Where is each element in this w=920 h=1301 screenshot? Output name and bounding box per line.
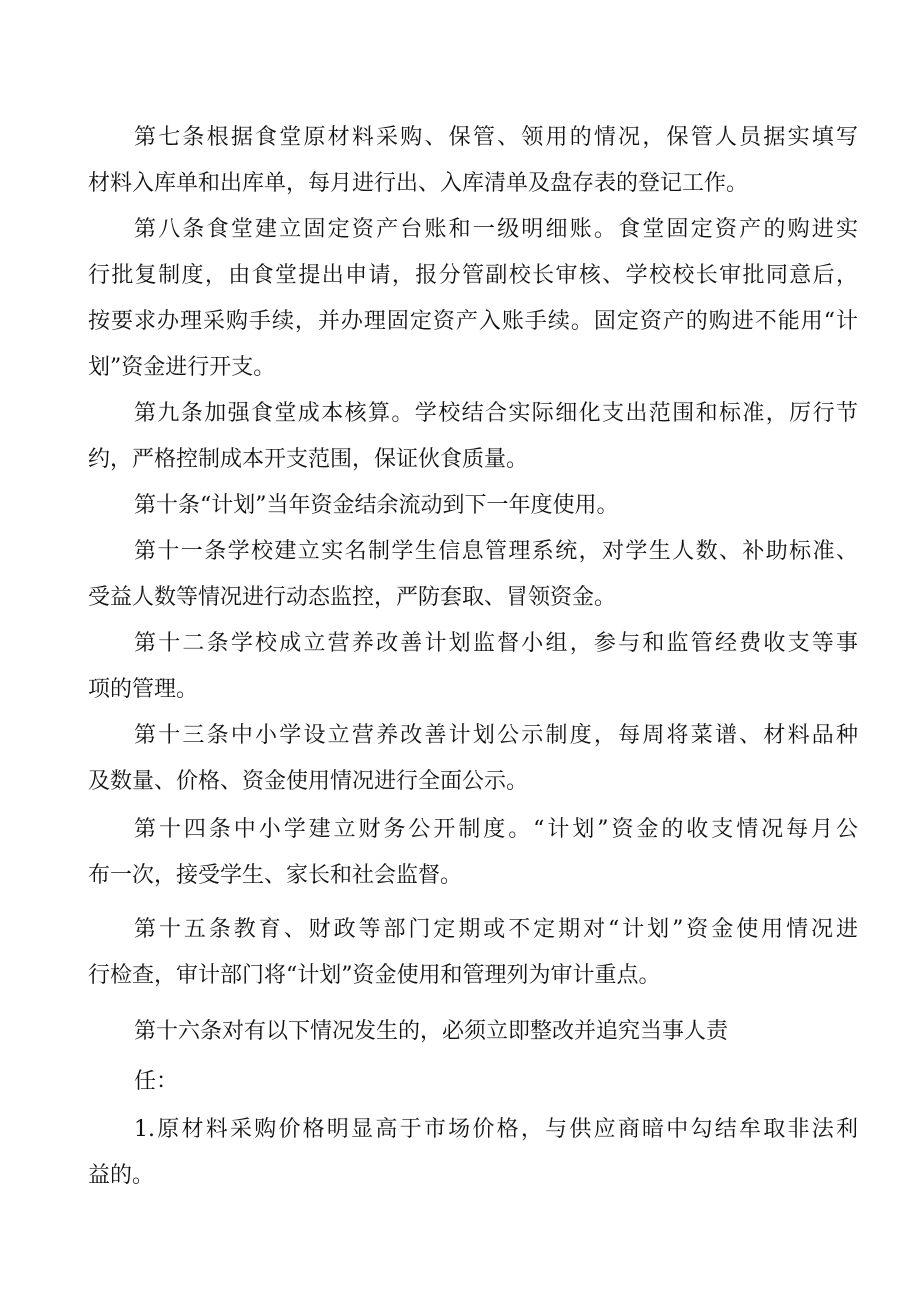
- article-10-line-1: 第十条“计划”当年资金结余流动到下一年度使用。: [134, 493, 619, 518]
- article-12-line-2: 项的管理。: [88, 677, 199, 702]
- article-11-line-2: 受益人数等情况进行动态监控，严防套取、冒领资金。: [88, 585, 617, 610]
- item-1-line-2: 益的。: [88, 1163, 155, 1188]
- article-9-line-2: 约，严格控制成本开支范围，保证伙食质量。: [88, 447, 529, 472]
- article-8-line-4: 划”资金进行开支。: [88, 355, 276, 380]
- article-8-line-3: 按要求办理采购手续，并办理固定资产入账手续。固定资产的购进不能用“计: [88, 309, 858, 334]
- article-13-line-2: 及数量、价格、资金使用情况进行全面公示。: [88, 769, 529, 794]
- article-16-line-1: 第十六条对有以下情况发生的，必须立即整改并追究当事人责: [134, 1019, 729, 1044]
- article-7-line-2: 材料入库单和出库单，每月进行出、入库清单及盘存表的登记工作。: [88, 171, 749, 196]
- article-8-line-2: 行批复制度，由食堂提出申请，报分管副校长审核、学校校长审批同意后，: [88, 263, 858, 288]
- item-1-line-1: 1.原材料采购价格明显高于市场价格，与供应商暗中勾结牟取非法利: [134, 1117, 858, 1142]
- article-16-line-2: 任：: [134, 1069, 179, 1094]
- article-11-line-1: 第十一条学校建立实名制学生信息管理系统，对学生人数、补助标准、: [134, 539, 858, 564]
- article-14-line-2: 布一次，接受学生、家长和社会监督。: [88, 863, 463, 888]
- article-15-line-1: 第十五条教育、财政等部门定期或不定期对“计划”资金使用情况进: [134, 917, 858, 942]
- article-8-line-1: 第八条食堂建立固定资产台账和一级明细账。食堂固定资产的购进实: [134, 217, 858, 242]
- article-13-line-1: 第十三条中小学设立营养改善计划公示制度，每周将菜谱、材料品种: [134, 723, 858, 748]
- article-9-line-1: 第九条加强食堂成本核算。学校结合实际细化支出范围和标准，厉行节: [134, 401, 858, 426]
- article-14-line-1: 第十四条中小学建立财务公开制度。“计划”资金的收支情况每月公: [134, 817, 858, 842]
- article-15-line-2: 行检查，审计部门将“计划”资金使用和管理列为审计重点。: [88, 963, 661, 988]
- article-12-line-1: 第十二条学校成立营养改善计划监督小组，参与和监管经费收支等事: [134, 631, 858, 656]
- article-7-line-1: 第七条根据食堂原材料采购、保管、领用的情况，保管人员据实填写: [134, 125, 858, 150]
